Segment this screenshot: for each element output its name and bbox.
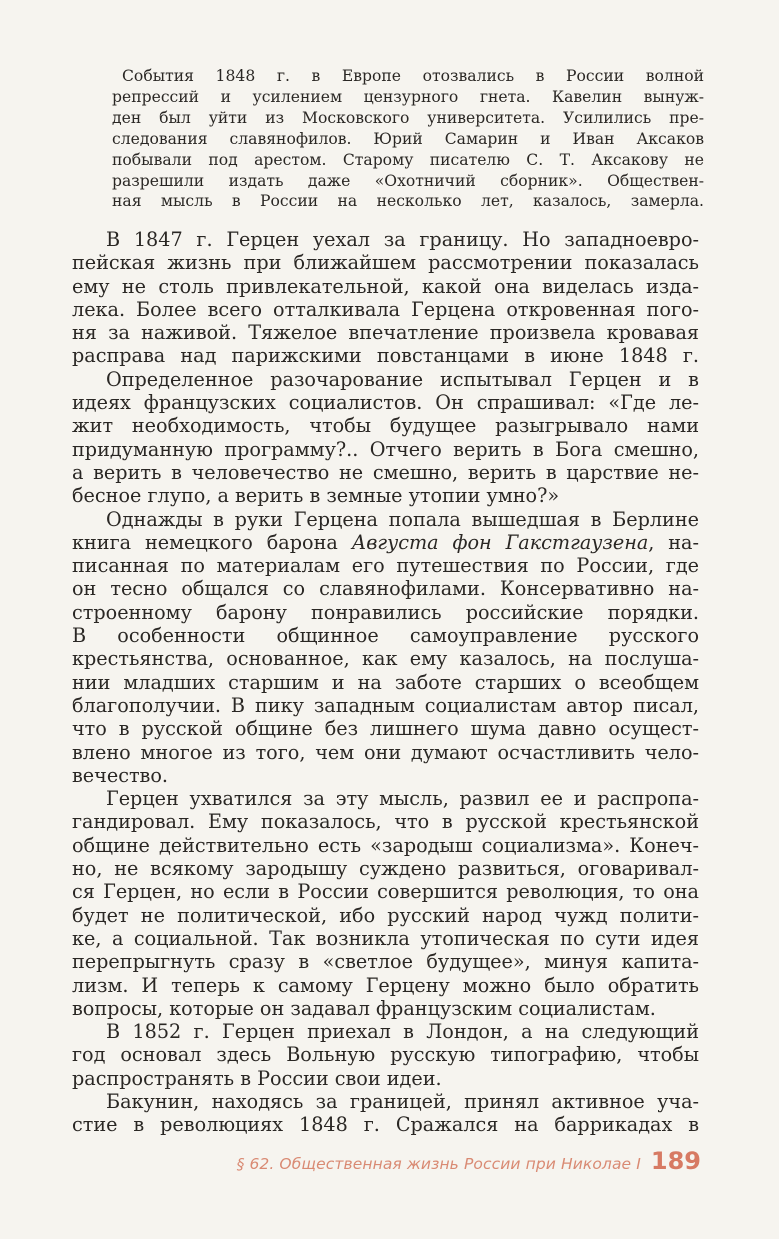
paragraph-3: Однажды в руки Герцена попала вышедшая в Берлине книга немецкого барона Августа фон Гакстгаузена, на- писанная по материалам его путешествия по России, где он тесно общался со славянофилами. Консервативно на- строенному барону понравились российские порядки. В особенности общинное самоуправление русского крестьянства, основанное, как ему казалось, на послуша- нии младших старшим и на заботе старших о всеобщем благополучии. В пику западным социалистам автор писал, что в русской общине без лишнего шума давно осущест- влено многое из того, чем они думают осчастливить чело- вечество.	[72, 507, 699, 787]
page-number: 189	[650, 1147, 701, 1175]
main-text	[72, 228, 699, 1137]
paragraph-1: В 1847 г. Герцен уехал за границу. Но западноевро- пейская жизнь при ближайшем рассмотрении показалась ему не столь привлекательной, какой она виделась изда- лека. Более всего отталкивала Герцена откровенная пого- ня за наживой. Тяжелое впечатление произвела кровавая расправа над парижскими повстанцами в июне 1848 г.	[72, 228, 699, 368]
paragraph-3-line-2: книга немецкого барона Августа фон Гакстгаузена, на-	[72, 530, 699, 554]
paragraph-4: Герцен ухватился за эту мысль, развил ее и распропа- гандировал. Ему показалось, что в русской крестьянской общине действительно есть «зародыш социализма». Конеч- но, не всякому зародышу суждено развиться, оговаривал- ся Герцен, но если в России совершится революция, то она будет не политической, ибо русский народ чужд полити- ке, а социальной. Так возникла утопическая по сути идея перепрыгнуть сразу в «светлое будущее», минуя капита- лизм. И теперь к самому Герцену можно было обратить вопросы, которые он задавал французским социалистам.	[72, 787, 699, 1020]
person-name-italic: Августа фон Гакстгаузена	[351, 530, 649, 554]
lead-paragraph	[112, 66, 704, 212]
page-footer	[186, 1147, 701, 1181]
lead-text: События 1848 г. в Европе отозвались в России волной репрессий и усилением цензурного гнета. Кавелин вынуж- ден был уйти из Московского университета. Усилились пре- следования славянофилов. Юрий Самарин и Иван Аксаков побывали под арестом. Старому писателю С. Т. Аксакову не разрешили издать даже «Охотничий сборник». Обществен- ная мысль в России на несколько лет, казалось, замерла.	[112, 67, 704, 211]
paragraph-5: В 1852 г. Герцен приехал в Лондон, а на следующий год основал здесь Вольную русскую типографию, чтобы распространять в России свои идеи.	[72, 1020, 699, 1090]
paragraph-6: Бакунин, находясь за границей, принял активное уча- стие в революциях 1848 г. Сражался на баррикадах в	[72, 1089, 699, 1137]
running-title: § 62. Общественная жизнь России при Николае I	[236, 1155, 641, 1173]
paragraph-2: Определенное разочарование испытывал Герцен и в идеях французских социалистов. Он спрашивал: «Где ле- жит необходимость, чтобы будущее разыгрывало нами придуманную программу?.. Отчего верить в Бога смешно, а верить в человечество не смешно, верить в царствие не- бесное глупо, а верить в земные утопии умно?»	[72, 367, 699, 508]
